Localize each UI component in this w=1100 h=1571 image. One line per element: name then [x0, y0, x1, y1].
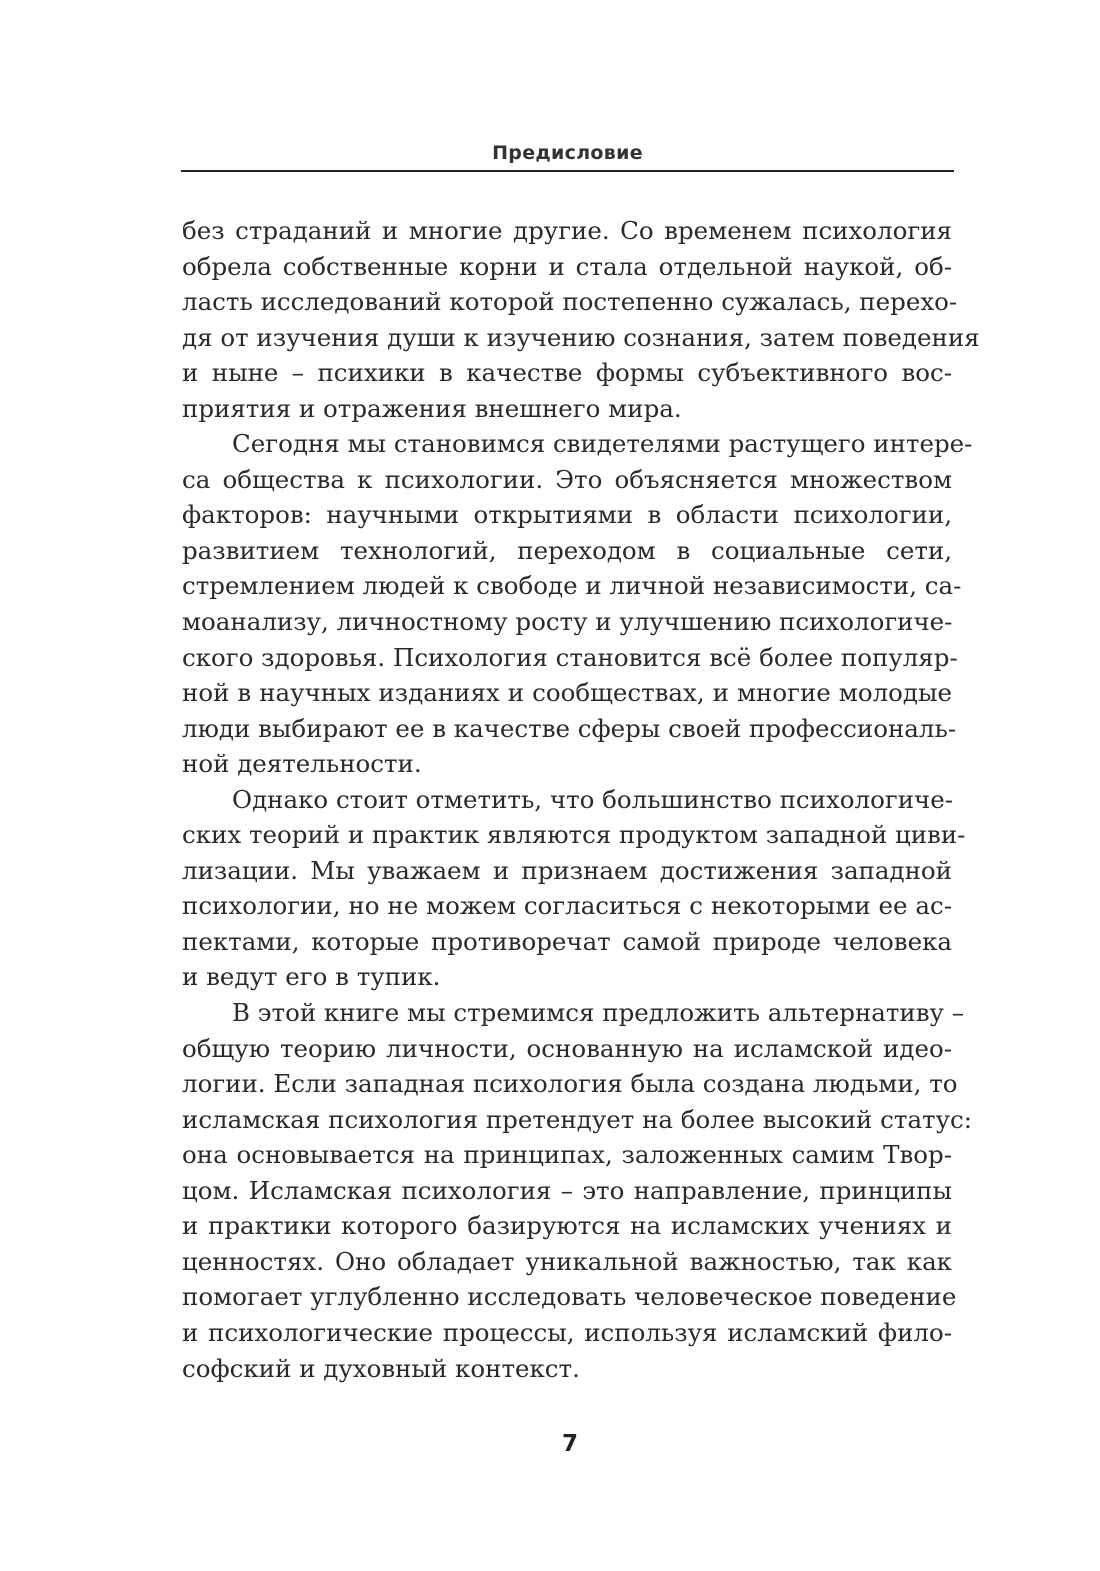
text-line: стремлением людей к свободе и личной независимости, са- — [182, 571, 962, 601]
text-line: дя от изучения души к изучению сознания, затем поведения — [182, 322, 980, 352]
text-line: ских теорий и практик являются продуктом западной циви- — [182, 820, 966, 850]
paragraph-1 — [182, 213, 980, 426]
text-line: логии. Если западная психология была создана людьми, то — [182, 1069, 958, 1099]
text-line: Однако стоит отметить, что большинство психологиче- — [232, 784, 954, 814]
text-line: общую теорию личности, основанную на исламской идео- — [182, 1033, 952, 1063]
page-number: 7 — [561, 1431, 578, 1457]
text-line: психологии, но не можем согласиться с некоторыми ее ас- — [182, 891, 952, 921]
text-line: са общества к психологии. Это объясняется множеством — [182, 464, 952, 494]
text-line: ной в научных изданиях и сообществах, и многие молодые — [182, 678, 952, 708]
text-line: Сегодня мы становимся свидетелями растущего интере- — [232, 429, 973, 459]
paragraph-2 — [182, 426, 973, 781]
text-line: факторов: научными открытиями в области психологии, — [182, 500, 952, 530]
header-divider — [181, 170, 954, 172]
text-line: ласть исследований которой постепенно сужалась, перехо- — [182, 287, 958, 317]
paragraph-3 — [182, 782, 966, 995]
text-line: лизации. Мы уважаем и признаем достижения западной — [182, 855, 952, 885]
text-line: ценностях. Оно обладает уникальной важностью, так как — [182, 1246, 952, 1276]
text-line: и ведут его в тупик. — [182, 962, 441, 992]
text-line: ского здоровья. Психология становится всё более популяр- — [182, 642, 958, 672]
text-line: она основывается на принципах, заложенных самим Твор- — [182, 1140, 952, 1170]
text-line: развитием технологий, переходом в социальные сети, — [182, 535, 952, 565]
text-line: ной деятельности. — [182, 749, 422, 779]
text-line: приятия и отражения внешнего мира. — [182, 393, 682, 423]
text-line: и ныне – психики в качестве формы субъективного вос- — [182, 358, 952, 388]
text-line: без страданий и многие другие. Со временем психология — [182, 216, 952, 245]
text-line: цом. Исламская психология – это направление, принципы — [182, 1175, 952, 1205]
text-line: и психологические процессы, используя исламский фило- — [182, 1317, 952, 1347]
running-header: Предисловие — [492, 142, 643, 164]
text-line: моанализу, личностному росту и улучшению психологиче- — [182, 607, 953, 637]
paragraph-4 — [182, 995, 972, 1386]
text-line: софский и духовный контекст. — [182, 1353, 580, 1383]
text-line: обрела собственные корни и стала отдельной наукой, об- — [182, 251, 952, 281]
text-line: исламская психология претендует на более высокий статус: — [182, 1104, 972, 1134]
text-line: В этой книге мы стремимся предложить альтернативу – — [232, 998, 965, 1028]
text-line: пектами, которые противоречат самой природе человека — [182, 926, 952, 956]
text-line: люди выбирают ее в качестве сферы своей профессиональ- — [182, 713, 957, 743]
text-line: помогает углубленно исследовать человеческое поведение — [182, 1282, 957, 1312]
body-text — [182, 213, 980, 1386]
text-line: и практики которого базируются на исламских учениях и — [182, 1211, 952, 1241]
